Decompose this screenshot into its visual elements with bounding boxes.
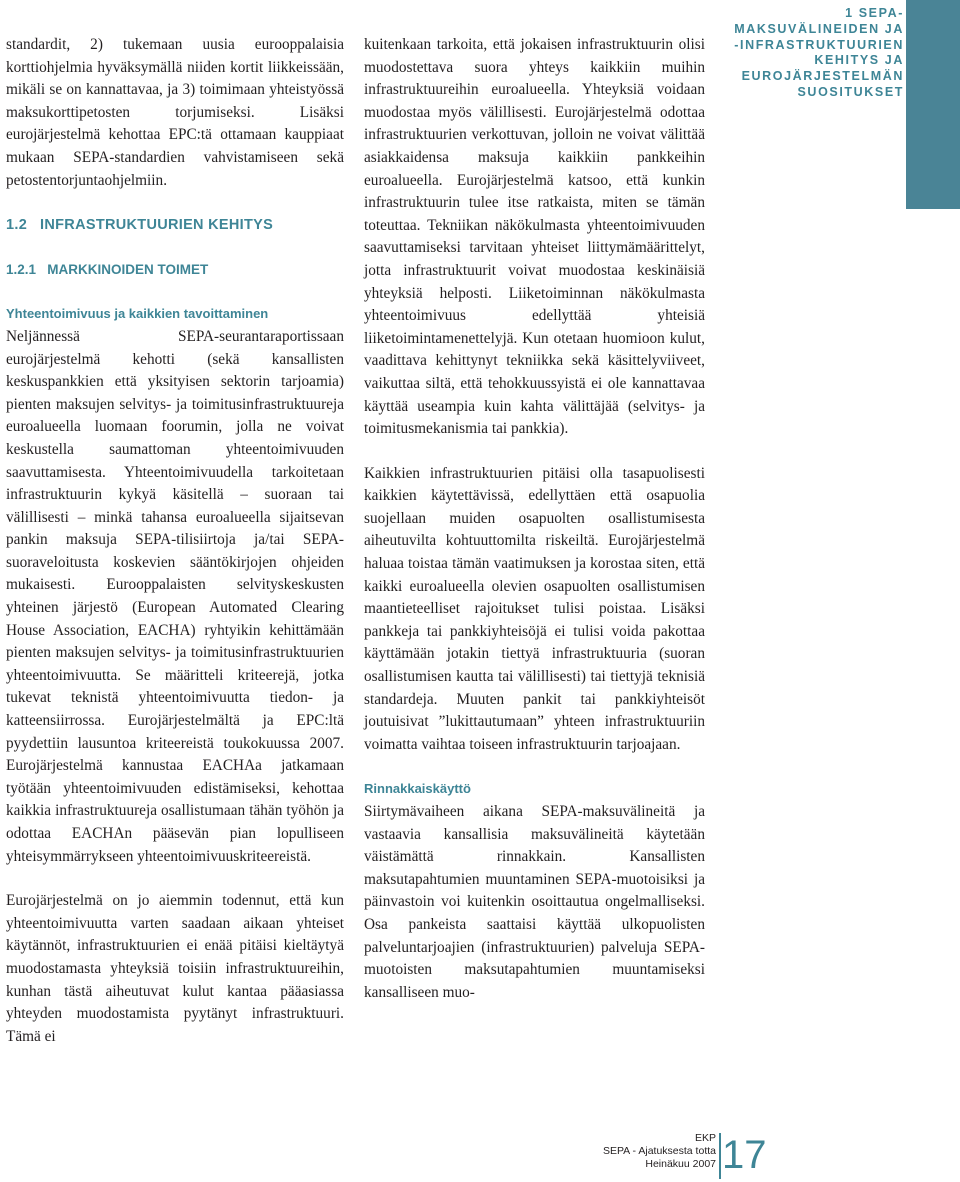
middle-column	[364, 34, 705, 1004]
footer-publisher: EKP	[694, 1132, 716, 1144]
body-paragraph: kuitenkaan tarkoita, että jokaisen infrastruktuurin olisi muodostettava suora yhteys kaikkiin muihin infrastruktuureihin euroalueella. Yhteyksiä voidaan muodostaa myös välillisesti. Eurojärjestelmä odottaa infrastruktuurien verkottuvan, jolloin ne voivat välittää asiakkaidensa maksuja kaikkiin pankkeihin euroalueella. Eurojärjestelmä katsoo, että kunkin infrastruktuurin tulee itse ratkaista, miten se tämän toteuttaa. Tekniikan näkökulmasta yhteentoimivuuden saavuttamiseksi tarvitaan yhteiset liittymämäärittelyt, jotta infrastruktuurit voivat muodostaa keskinäisiä yhteyksiä helposti. Liiketoiminnan näkökulmasta yhteentoimivuus edellyttää yhteisiä liiketoimintamenettelyjä. Kun otetaan huomioon kulut, vaadittava kehittynyt tekniikka sekä käsittelyviiveet, vaikuttaa siltä, että tehokkuussyistä ei ole kannattavaa käyttää useampia kuin kahta välittäjää (selvitys- ja toimitusmekanismia tai pankkia).	[364, 36, 705, 438]
chapter-title-line: -INFRASTRUKTUURIEN	[734, 37, 904, 52]
page-footer	[560, 1132, 716, 1171]
body-paragraph: Kaikkien infrastruktuurien pitäisi olla tasapuolisesti kaikkien käytettävissä, edellyttäen että osapuolia suojellaan muiden osapuolten osallistumisesta aiheutuvilta kohtuuttomilta riskeiltä. Eurojärjestelmä haluaa toistaa tämän vaatimuksen ja korostaa siten, että kaikki euroalueella olevien osapuolten osallistumisen maantieteelliset rajoitukset tulisi poistaa. Lisäksi pankkeja tai pankkiyhteisöjä ei tulisi voida pakottaa käyttämään jotakin tiettyä infrastruktuuria (suoran osallistumisen kautta tai välillisesti) tai tiettyjä teknisiä standardeja. Muuten pankit tai pankkiyhteisöt joutuisivat ”lukittautumaan” yhteen infrastruktuuriin voimatta vaihtaa toiseen infrastruktuurin tarjoajaan.	[364, 464, 705, 753]
footer-publication: SEPA - Ajatuksesta totta	[602, 1145, 716, 1157]
left-column	[6, 34, 344, 1048]
chapter-title-line: KEHITYS JA	[814, 53, 904, 68]
chapter-title-line: SUOSITUKSET	[797, 84, 904, 99]
body-paragraph: Eurojärjestelmä on jo aiemmin todennut, että kun yhteentoimivuutta varten saadaan aikaan yhteiset käytännöt, infrastruktuurien ei enää pitäisi kieltäytyä muodostamasta yhteyksiä toisiin infrastruktuureihin, kunhan tästä aiheutuvat kulut kantaa pääasiassa yhteyden muodostamista pyytänyt infrastruktuuri. Tämä ei	[6, 892, 344, 1045]
sub-heading: Yhteentoimivuus ja kaikkien tavoittaminen	[6, 306, 269, 322]
section-heading: 1.2 INFRASTRUKTUURIEN KEHITYS	[6, 217, 274, 234]
body-paragraph: Neljännessä SEPA-seurantaraportissaan eurojärjestelmä kehotti (sekä kansallisten keskuspankkien että yksityisen sektorin tarjoamia) pienten maksujen selvitys- ja toimitusinfrastruktuureja euroalueella luomaan foorumin, jolla ne voivat keskustella saumattoman yhteentoimivuuden saavuttamisesta. Yhteentoimivuudella tarkoitetaan infrastruktuurin kykyä käsitellä – suoraan tai välillisesti – minkä tahansa euroalueella sijaitsevan pankin maksuja SEPA-tilisiirtoja ja/tai SEPA-suoraveloitusta koskevien sääntökirjojen ohjeiden mukaisesti. Eurooppalaisten selvityskeskusten yhteinen järjestö (European Automated Clearing House Association, EACHA) ryhtyikin kehittämään pienten maksujen selvitys- ja toimitusinfrastruktuurien yhteentoimivuutta. Se määritteli kriteerejä, jotka tukevat teknistä yhteentoimivuutta tiedon- ja katteensiirrossa. Eurojärjestelmältä ja EPC:ltä pyydettiin lausuntoa kriteereistä toukokuussa 2007. Eurojärjestelmä kannustaa EACHAa jatkamaan työtään yhteentoimivuuden edistämiseksi, kehottaa kaikkia infrastruktuureja osallistumaan tähän työhön ja odottaa EACHAn pääsevän pian lopulliseen yhteisymmärrykseen yhteentoimivuuskriteereistä.	[6, 327, 344, 865]
body-paragraph: Siirtymävaiheen aikana SEPA-maksuvälineitä ja vastaavia kansallisia maksuvälineitä käytetään väistämättä rinnakkain. Kansallisten maksutapahtumien muuntaminen SEPA-muotoisiksi ja päinvastoin voi kuitenkin osoittautua ongelmalliseksi. Osa pankeista saattaisi käyttää ulkopuolisten palveluntarjoajien (infrastruktuurien) palveluja SEPA-muotoisten maksutapahtumien muuntamiseksi kansalliseen muo-	[364, 803, 705, 1001]
subsection-heading: 1.2.1 MARKKINOIDEN TOIMET	[6, 261, 209, 277]
page-number: 17	[722, 1133, 767, 1177]
footer-date: Heinäkuu 2007	[645, 1158, 716, 1170]
intro-paragraph: standardit, 2) tukemaan uusia eurooppalaisia korttiohjelmia hyväksymällä niiden kortit liikkeissään, mikäli se on kannattavaa, ja 3) toimimaan yhteistyössä maksukorttipetosten torjumiseksi. Lisäksi eurojärjestelmä kehottaa EPC:tä ottamaan kauppiaat mukaan SEPA-standardien vahvistamiseen sekä petostentorjuntaohjelmiin.	[6, 36, 344, 189]
chapter-title-line: 1 SEPA-	[845, 6, 904, 20]
footer-divider	[719, 1133, 721, 1179]
chapter-title-line: EUROJÄRJESTELMÄN	[741, 69, 904, 84]
sub-heading: Rinnakkaiskäyttö	[364, 781, 471, 797]
chapter-title	[734, 6, 904, 101]
side-color-tab	[906, 0, 960, 209]
chapter-title-line: MAKSUVÄLINEIDEN JA	[734, 21, 904, 36]
